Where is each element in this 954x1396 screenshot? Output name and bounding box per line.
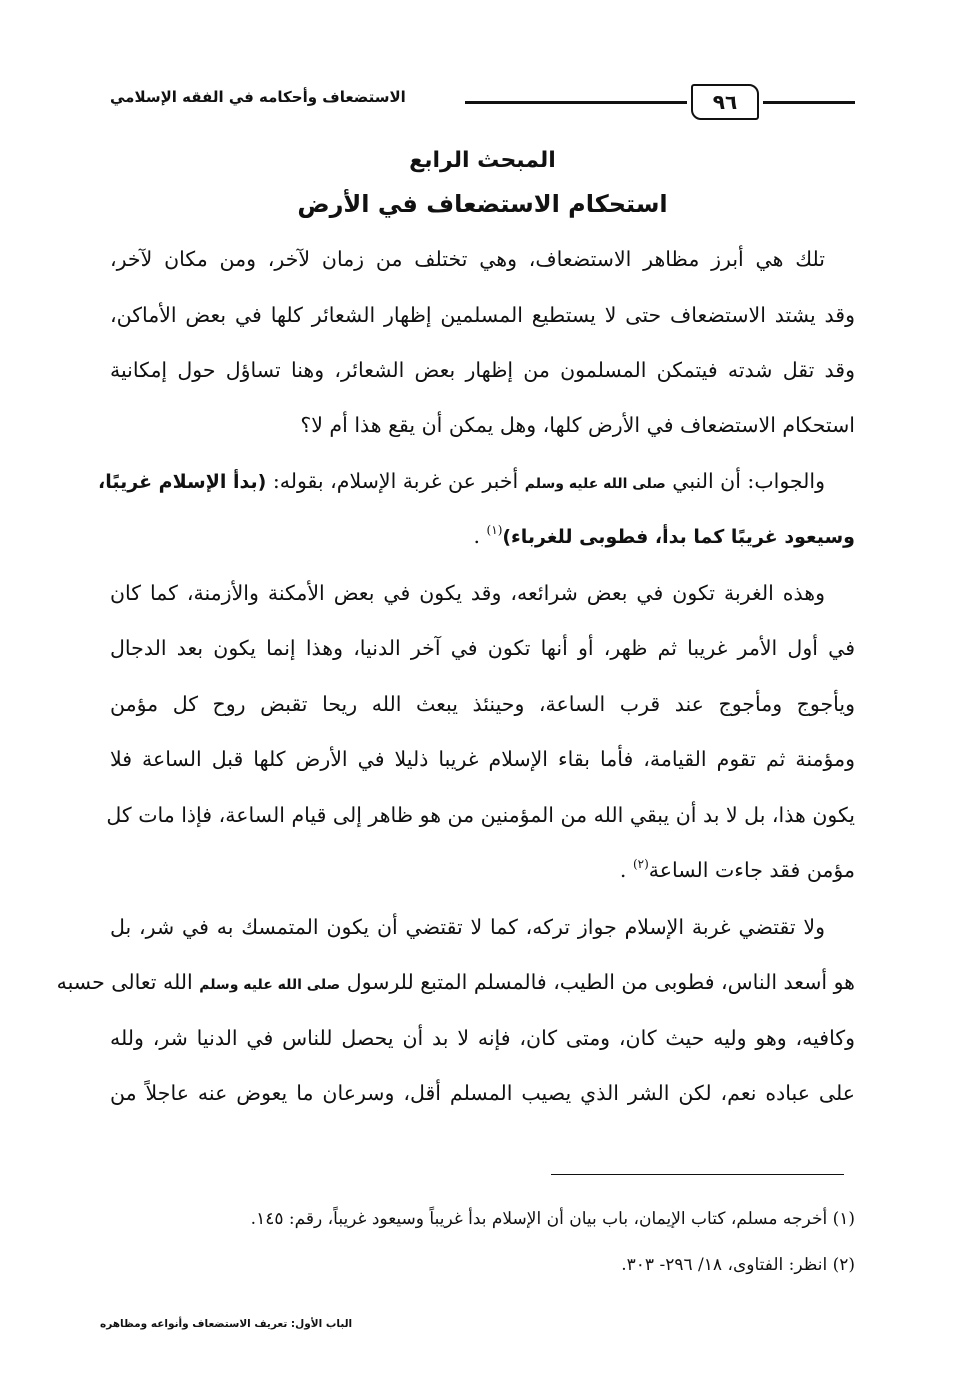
footnote-1: (١) أخرجه مسلم، كتاب الإيمان، باب بيان أن الإسلام بدأ غريباً وسيعود غريباً، رقم: ١٤٥. bbox=[250, 1209, 855, 1229]
honorific-glyph: صلى الله عليه وسلم bbox=[524, 476, 666, 492]
body-line: وكافيه، وهو وليه حيث كان، ومتى كان، فإنه لا بد أن يحصل للناس في الدنيا شر، ولله bbox=[110, 1026, 855, 1050]
sentence-end: . bbox=[619, 858, 627, 882]
section-label: المبحث الرابع bbox=[409, 148, 556, 173]
page-number: ٩٦ bbox=[691, 84, 759, 120]
body-line: ولا تقتضي غربة الإسلام جواز تركه، كما لا تقتضي أن يكون المتمسك به في شر، بل bbox=[110, 915, 825, 939]
body-text: والجواب: أن النبي bbox=[672, 469, 825, 493]
body-line bbox=[56, 959, 855, 1005]
body-line: على عباده نعم، لكن الشر الذي يصيب المسلم أقل، وسرعان ما يعوض عنه عاجلاً من bbox=[110, 1081, 855, 1105]
body-line: في أول الأمر غريبا ثم ظهر، أو أنها تكون في آخر الدنيا، وهذا إنما يكون بعد الدجال bbox=[110, 636, 855, 660]
body-line: استحكام الاستضعاف في الأرض كلها، وهل يمكن أن يقع هذا أم لا؟ bbox=[300, 413, 855, 437]
sentence-end: . bbox=[473, 524, 481, 548]
body-line bbox=[110, 513, 855, 559]
body-text: مؤمن فقد جاءت الساعة bbox=[648, 858, 855, 882]
body-line: تلك هي أبرز مظاهر الاستضعاف، وهي تختلف من زمان لآخر، ومن مكان لآخر، bbox=[110, 247, 825, 271]
body-line: ويأجوج ومأجوج عند قرب الساعة، وحينئذ يبعث الله ريحا تقبض روح كل مؤمن bbox=[110, 692, 855, 716]
honorific-glyph: صلى الله عليه وسلم bbox=[199, 977, 341, 993]
hadith-quote: (بدأ الإسلام غريبًا، bbox=[98, 471, 267, 493]
body-text: أخبر عن غربة الإسلام، بقوله: bbox=[272, 469, 519, 493]
body-text: هو أسعد الناس، فطوبى من الطيب، فالمسلم المتبع للرسول bbox=[346, 970, 855, 994]
running-title: الاستضعاف وأحكامه في الفقه الإسلامي bbox=[110, 88, 406, 106]
body-line: ومؤمنة ثم تقوم القيامة، فأما بقاء الإسلام غريبا ذليلا في الأرض كلها قبل الساعة فلا bbox=[110, 747, 855, 771]
footnote-ref-2: (٢) bbox=[632, 857, 649, 871]
section-title: استحكام الاستضعاف في الأرض bbox=[297, 190, 668, 218]
header-rule-right bbox=[763, 101, 855, 104]
running-footer: الباب الأول: تعريف الاستضعاف وأنواعه ومظاهره bbox=[100, 1318, 353, 1330]
body-line: وقد تقل شدته فيتمكن المسلمون من إظهار بعض الشعائر، وهنا تساؤل حول إمكانية bbox=[110, 358, 855, 382]
header-rule-middle bbox=[465, 101, 687, 104]
body-line bbox=[110, 847, 855, 893]
footnote-2: (٢) انظر: الفتاوى، ١٨/ ٢٩٦- ٣٠٣. bbox=[621, 1255, 855, 1275]
body-line: وقد يشتد الاستضعاف حتى لا يستطيع المسلمين إظهار الشعائر كلها في بعض الأماكن، bbox=[110, 303, 855, 327]
body-line: وهذه الغربة تكون في بعض شرائعه، وقد يكون في بعض الأمكنة والأزمنة، كما كان bbox=[110, 581, 825, 605]
footnote-ref-1: (١) bbox=[486, 523, 503, 537]
body-line bbox=[98, 458, 855, 504]
hadith-quote: وسيعود غريبًا كما بدأ، فطوبى للغرباء) bbox=[502, 526, 855, 548]
running-header bbox=[110, 82, 855, 126]
body-line: يكون هذا، بل لا بد أن يبقي الله من المؤمنين من هو ظاهر إلى قيام الساعة، فإذا مات كل bbox=[106, 803, 855, 827]
footnote-separator bbox=[551, 1174, 844, 1175]
body-text: الله تعالى حسبه bbox=[56, 970, 193, 994]
